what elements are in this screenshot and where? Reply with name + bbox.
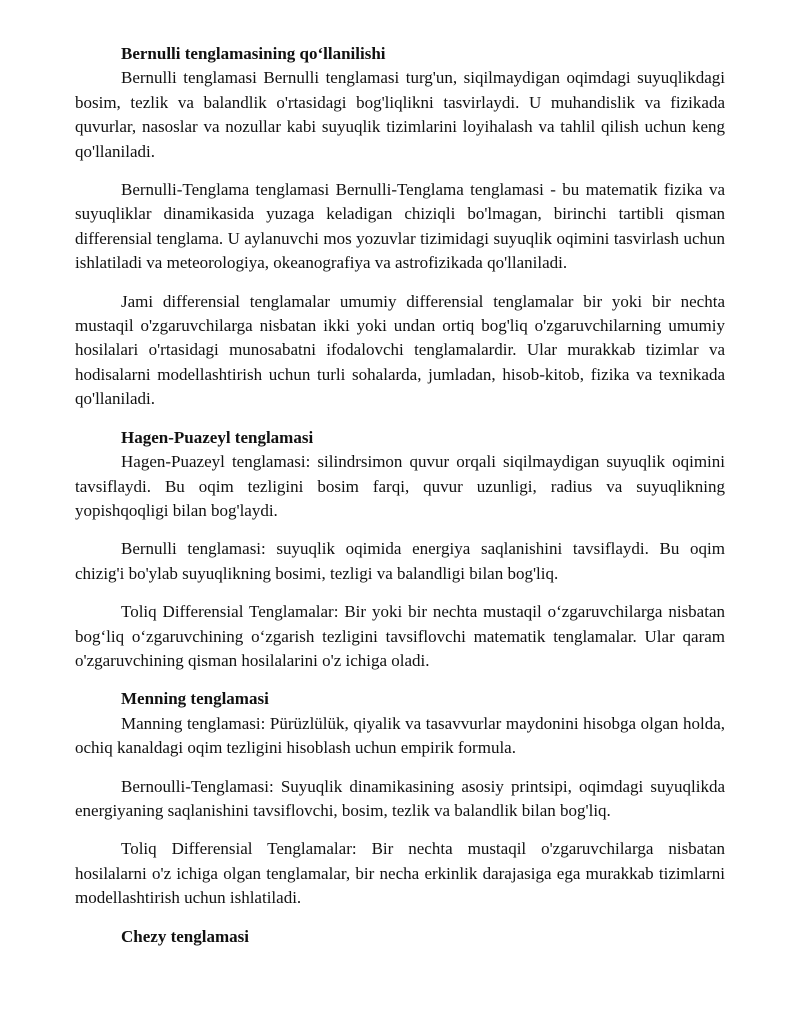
section-chezy (75, 925, 725, 949)
paragraph: Jami differensial tenglamalar umumiy differensial tenglamalar bir yoki bir nechta mustaqil o'zgaruvchilarga nisbatan ikki yoki undan ortiq bog'liq o'zgaruvchilarning umumiy hosilalari o'rtasidagi munosabatni ifodalovchi tenglamalardir. Ular murakkab tizimlar va hodisalarni modellashtirish uchun turli sohalarda, jumladan, hisob-kitob, fizika va texnikada qo'llaniladi. (75, 291, 725, 409)
paragraph: Hagen-Puazeyl tenglamasi: silindrsimon quvur orqali siqilmaydigan suyuqlik oqimini tavsiflaydi. Bu oqim tezligini bosim farqi, quvur uzunligi, radius va suyuqlikning yopishqoqligi bilan bog'laydi. (75, 452, 725, 520)
section-heading: Hagen-Puazeyl tenglamasi (121, 427, 314, 447)
paragraph: Bernulli-Tenglama tenglamasi Bernulli-Tenglama tenglamasi - bu matematik fizika va suyuqliklar dinamikasida yuzaga keladigan chiziqli bo'lmagan, birinchi tartibli qisman differensial tenglama. U aylanuvchi mos yozuvlar tizimidagi suyuqlik oqimini tasvirlash uchun ishlatiladi va meteorologiya, okeanografiya va astrofizikada qo'llaniladi. (75, 180, 725, 273)
paragraph: Bernulli tenglamasi: suyuqlik oqimida energiya saqlanishini tavsiflaydi. Bu oqim chizig'i bo'ylab suyuqlikning bosimi, tezligi va balandligi bilan bog'liq. (75, 539, 725, 583)
paragraph: Bernoulli-Tenglamasi: Suyuqlik dinamikasining asosiy printsipi, oqimdagi suyuqlikda energiyaning saqlanishini tavsiflovchi, bosim, tezlik va balandlik bilan bog'liq. (75, 776, 725, 820)
section-heading: Chezy tenglamasi (121, 926, 249, 946)
section-heading: Bernulli tenglamasining qo‘llanilishi (121, 44, 386, 63)
paragraph: Toliq Differensial Tenglamalar: Bir yoki bir nechta mustaqil o‘zgaruvchilarga nisbatan bog‘liq o‘zgaruvchining o‘zgarish tezligini tavsiflovchi matematik tenglamalar. Ular qaram o'zgaruvchining qisman hosilalarini o'z ichiga oladi. (75, 602, 725, 670)
paragraph: Toliq Differensial Tenglamalar: Bir nechta mustaqil o'zgaruvchilarga nisbatan hosilalarni o'z ichiga olgan tenglamalar, bir necha erkinlik darajasiga ega murakkab tizimlarni modellashtirish uchun ishlatiladi. (75, 839, 725, 908)
paragraph: Bernulli tenglamasi Bernulli tenglamasi turg'un, siqilmaydigan oqimdagi suyuqlikdagi bosim, tezlik va balandlik o'rtasidagi bog'liqlikni tasvirlaydi. U muhandislik va fizikada quvurlar, nasoslar va nozullar kabi suyuqlik tizimlarini loyihalash va tahlil qilish uchun keng qo'llaniladi. (75, 68, 725, 161)
section-menning (75, 687, 725, 910)
section-heading: Menning tenglamasi (121, 689, 269, 709)
section-hagen-puazeyl (75, 426, 725, 674)
section-bernulli-application (75, 42, 725, 412)
paragraph: Manning tenglamasi: Pürüzlülük, qiyalik va tasavvurlar maydonini hisobga olgan holda, ochiq kanaldagi oqim tezligini hisoblash uchun empirik formula. (75, 713, 725, 758)
